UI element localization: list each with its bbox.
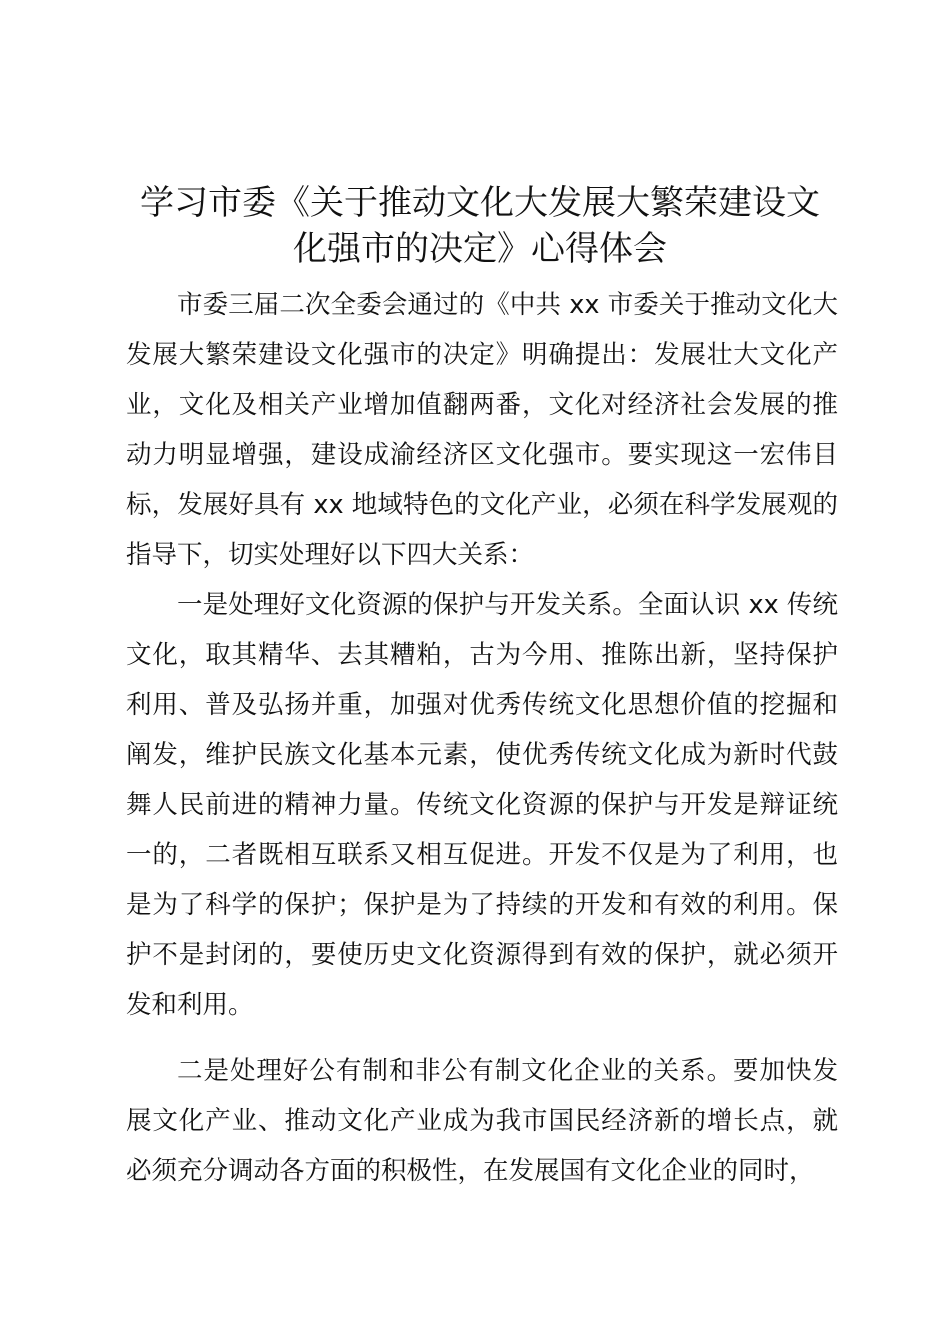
paragraph-two: 二是处理好公有制和非公有制文化企业的关系。要加快发展文化产业、推动文化产业成为我市国民经济新的增长点，就必须充分调动各方面的积极性，在发展国有文化企业的同时， [126,1056,838,1186]
paragraph-one: 一是处理好文化资源的保护与开发关系。全面认识 xx 传统文化，取其精华、去其糟粕，古为今用、推陈出新，坚持保护利用、普及弘扬并重，加强对优秀传统文化思想价值的挖掘和阐发，维护民族文化基本元素，使优秀传统文化成为新时代鼓舞人民前进的精神力量。传统文化资源的保护与开发是辩证统一的，二者既相互联系又相互促进。开发不仅是为了利用，也是为了科学的保护；保护是为了持续的开发和有效的利用。保护不是封闭的，要使历史文化资源得到有效的保护，就必须开发和利用。 [126,590,838,1020]
document-title [100,180,860,272]
title-line-2: 化强市的决定》心得体会 [293,229,667,269]
title-line-1: 学习市委《关于推动文化大发展大繁荣建设文 [140,183,820,223]
document-body [126,280,838,1196]
paragraph-intro: 市委三届二次全委会通过的《中共 xx 市委关于推动文化大发展大繁荣建设文化强市的决定》明确提出：发展壮大文化产业，文化及相关产业增加值翻两番，文化对经济社会发展的推动力明显增强，建设成渝经济区文化强市。要实现这一宏伟目标，发展好具有 xx 地域特色的文化产业，必须在科学发展观的指导下，切实处理好以下四大关系： [126,290,838,570]
